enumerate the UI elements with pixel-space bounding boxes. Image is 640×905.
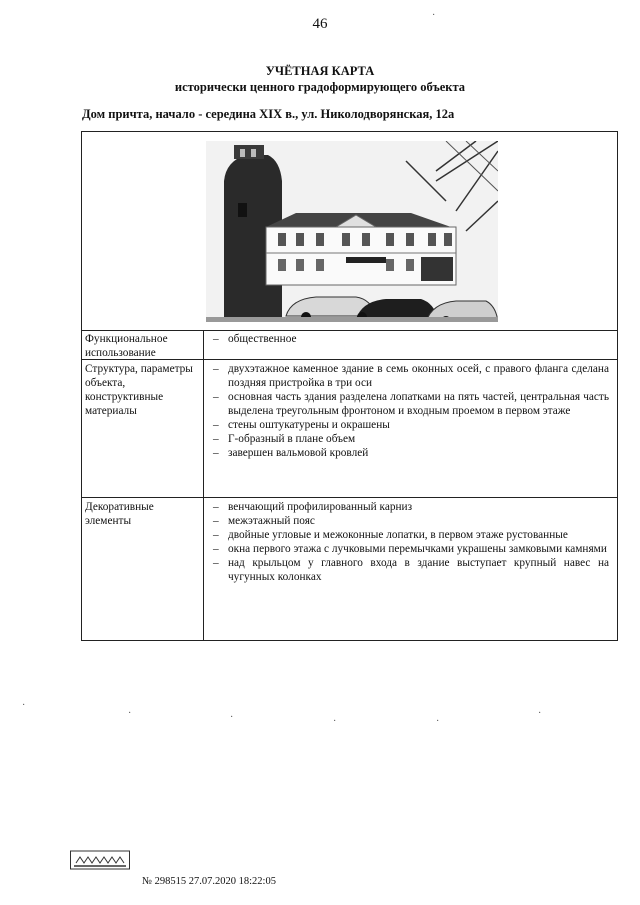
scan-speck: · <box>436 716 440 727</box>
list-item: – над крыльцом у главного входа в здание выступает крупный навес на чугунных колонках <box>212 556 609 584</box>
photo-row <box>82 132 617 331</box>
card-subtitle: исторически ценного градоформирующего объекта <box>174 80 466 94</box>
barcode-stamp-icon <box>70 849 130 871</box>
row-label: Структура, параметры объекта, конструктивные материалы <box>82 360 204 497</box>
row-label: Декоративные элементы <box>82 498 204 640</box>
row-values <box>204 498 617 584</box>
list-item: – общественное <box>212 332 609 346</box>
list-item: – межэтажный пояс <box>212 514 609 528</box>
row-label: Функциональное использование <box>82 330 204 359</box>
list-item: – окна первого этажа с лучковыми перемычками украшены замковыми камнями <box>212 542 609 556</box>
list-item: – стены оштукатурены и окрашены <box>212 418 609 432</box>
list-item: – Г-образный в плане объем <box>212 432 609 446</box>
list-item: – двойные угловые и межоконные лопатки, в первом этаже рустованные <box>212 528 609 542</box>
object-title: Дом причта, начало - середина XIX в., ул. Николодворянская, 12а <box>82 107 455 121</box>
scan-speck: · <box>432 10 436 21</box>
row-functional-use <box>82 330 617 360</box>
list-item: – двухэтажное каменное здание в семь оконных осей, с правого фланга сделана поздняя пристройка в три оси <box>212 362 609 390</box>
scan-speck: · <box>230 712 234 723</box>
list-item: – основная часть здания разделена лопатками на пять частей, центральная часть выделена треугольным фронтоном и входным проемом в первом этаже <box>212 390 609 418</box>
scan-speck: · <box>128 708 132 719</box>
list-item: – завершен вальмовой кровлей <box>212 446 609 460</box>
record-card-table <box>81 131 618 641</box>
card-title: УЧЁТНАЯ КАРТА <box>265 64 375 78</box>
row-decorative <box>82 498 617 640</box>
scan-speck: · <box>538 708 542 719</box>
row-values <box>204 360 617 460</box>
row-structure <box>82 360 617 498</box>
page-number: 46 <box>312 16 328 32</box>
row-values <box>204 330 617 346</box>
document-registration-footer: № 298515 27.07.2020 18:22:05 <box>142 876 276 887</box>
scan-speck: · <box>22 700 26 711</box>
list-item: – венчающий профилированный карниз <box>212 500 609 514</box>
building-photo <box>206 141 498 322</box>
scan-speck: · <box>333 716 337 727</box>
